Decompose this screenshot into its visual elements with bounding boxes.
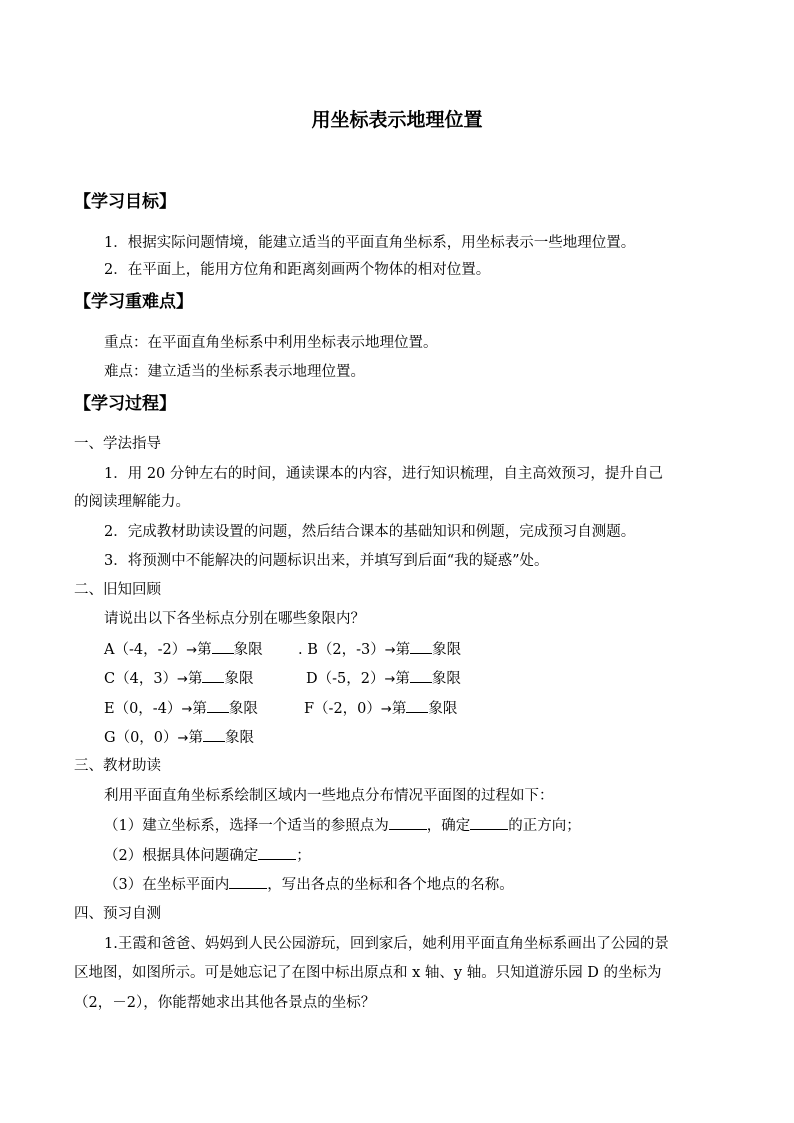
key-point-text: 重点：在平面直角坐标系中利用坐标表示地理位置。 — [104, 335, 438, 351]
part2-prompt: 请说出以下各坐标点分别在哪些象限内？ — [104, 611, 365, 627]
part4-line1: 1.王霞和爸爸、妈妈到人民公园游玩，回到家后，她利用平面直角坐标系画出了公园的景 — [104, 936, 669, 952]
point-g: G（0，0）→第 象限 — [104, 727, 254, 749]
goal-item-1: 1．根据实际问题情境，能建立适当的平面直角坐标系，用坐标表示一些地理位置。 — [104, 235, 636, 251]
part4-line3: （2，－2），你能帮她求出其他各景点的坐标？ — [74, 995, 376, 1011]
point-c: C（4，3）→第 象限 — [104, 668, 253, 690]
part1-item3: 3．将预测中不能解决的问题标识出来，并填写到后面“我的疑惑”处。 — [104, 553, 549, 569]
blank-reference-point[interactable] — [389, 815, 427, 830]
point-e: E（0，-4）→第 象限 — [104, 698, 258, 720]
part1-item1-line2: 的阅读理解能力。 — [74, 494, 190, 510]
blank-f[interactable] — [406, 698, 428, 713]
blank-unit-length[interactable] — [258, 845, 296, 860]
part2-title: 二、旧知回顾 — [74, 582, 161, 598]
blank-c[interactable] — [202, 668, 224, 683]
part3-title: 三、教材助读 — [74, 758, 161, 774]
part4-line2: 区地图，如图所示。可是她忘记了在图中标出原点和 x 轴、y 轴。只知道游乐园 D 的坐标为 — [74, 965, 662, 981]
key-points-heading: 【学习重难点】 — [74, 292, 193, 312]
blank-a[interactable] — [212, 639, 234, 654]
blank-plot-points[interactable] — [229, 874, 267, 889]
blank-e[interactable] — [207, 698, 229, 713]
blank-b[interactable] — [410, 639, 432, 654]
part3-step3: （3）在坐标平面内 ，写出各点的坐标和各个地点的名称。 — [104, 874, 514, 895]
quadrant-row-2 — [104, 668, 253, 690]
goal-item-2: 2．在平面上，能用方位角和距离刻画两个物体的相对位置。 — [104, 262, 491, 278]
quadrant-row-3b — [304, 698, 457, 720]
quadrant-row-4 — [104, 727, 254, 749]
point-d: D（-5，2）→第 象限 — [306, 668, 461, 690]
page-title: 用坐标表示地理位置 — [311, 109, 483, 131]
part3-step1: （1）建立坐标系，选择一个适当的参照点为 ，确定 的正方向； — [104, 815, 581, 836]
point-f: F（-2，0）→第 象限 — [304, 698, 457, 720]
quadrant-row-1 — [104, 639, 263, 661]
blank-g[interactable] — [203, 727, 225, 742]
point-a: A（-4，-2）→第 象限 — [104, 639, 263, 661]
part1-item2: 2．完成教材助读设置的问题，然后结合课本的基础知识和例题，完成预习自测题。 — [104, 524, 636, 540]
quadrant-row-3 — [104, 698, 258, 720]
part3-step2: （2）根据具体问题确定 ； — [104, 845, 311, 866]
quadrant-row-1b — [298, 639, 461, 661]
part1-title: 一、学法指导 — [74, 436, 161, 452]
goals-heading: 【学习目标】 — [74, 192, 176, 212]
difficulty-text: 难点：建立适当的坐标系表示地理位置。 — [104, 364, 365, 380]
blank-axis-direction[interactable] — [470, 815, 508, 830]
part3-intro: 利用平面直角坐标系绘制区域内一些地点分布情况平面图的过程如下： — [104, 788, 554, 804]
point-b: . B（2，-3）→第 象限 — [298, 639, 461, 661]
quadrant-row-2b — [306, 668, 461, 690]
part1-item1-line1: 1．用 20 分钟左右的时间，通读课本的内容，进行知识梳理，自主高效预习，提升自己 — [104, 466, 663, 482]
process-heading: 【学习过程】 — [74, 394, 176, 414]
blank-d[interactable] — [410, 668, 432, 683]
part4-title: 四、预习自测 — [74, 906, 161, 922]
